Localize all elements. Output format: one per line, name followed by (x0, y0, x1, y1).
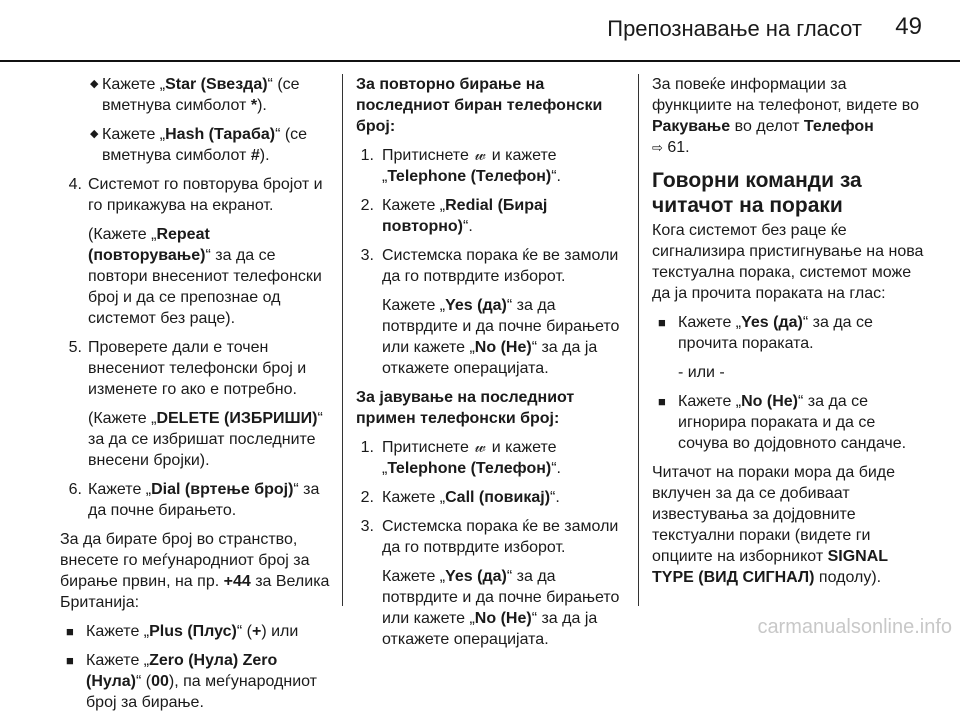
reference-label: Телефон (803, 118, 874, 135)
step-number: 3. (360, 247, 374, 264)
step-number: 2. (360, 489, 374, 506)
text: За повеќе информации за функциите на телефонот, видете во (652, 76, 920, 114)
step-item (356, 437, 628, 479)
phone-voice-icon: 𝓌 (474, 439, 486, 456)
command-label: Zero (Нула) Zero (Нула) (86, 652, 278, 690)
phone-voice-icon: 𝓌 (474, 147, 486, 164)
step-item (356, 487, 628, 508)
command-label: Hash (Тараба) (165, 126, 276, 143)
section-heading: За јавување на последниот примен телефонски број: (356, 389, 575, 427)
list-item (60, 650, 332, 713)
command-label: Dial (вртење број) (151, 481, 294, 498)
square-bullet-icon: ■ (66, 653, 74, 668)
text: Кажете „ (678, 314, 742, 331)
page-header (0, 0, 960, 60)
step-number: 3. (360, 518, 374, 535)
text: “. (551, 168, 561, 185)
text: за Велика Британија: (60, 573, 330, 611)
diamond-bullet-icon: ◆ (90, 128, 99, 140)
square-bullet-icon: ■ (66, 624, 74, 639)
step-item (60, 479, 332, 521)
command-label: Telephone (Телефон) (387, 168, 552, 185)
command-label: No (Не) (474, 610, 532, 627)
column-divider (638, 74, 639, 606)
column-1 (60, 74, 332, 721)
column-2 (356, 74, 628, 658)
paragraph: Кога системот без раце ќе сигнализира пристигнување на нова текстуална порака, системот може да ја прочита пораката на глас: (652, 222, 924, 302)
text: “. (551, 460, 561, 477)
text: ). (259, 147, 270, 164)
text: Кажете „ (88, 481, 152, 498)
text: “ за да ја откажете операцијата. (382, 339, 598, 377)
step-item (356, 195, 628, 237)
command-label: Call (повикај) (445, 489, 551, 506)
text: “ за да почне бирањето. (88, 481, 320, 519)
step-item (60, 174, 332, 329)
command-label: DELETE (ИЗБРИШИ) (156, 410, 318, 427)
text: Кажете „ (86, 623, 150, 640)
text: “ за да се избришат последните внесени бројки). (88, 410, 323, 469)
prefix-value: +44 (223, 573, 251, 590)
text: Кажете „ (102, 76, 166, 93)
text: “ за да ја откажете операцијата. (382, 610, 598, 648)
command-label: Yes (да) (445, 297, 507, 314)
symbol: * (250, 97, 258, 114)
text: ), па меѓународниот број за бирање. (86, 673, 317, 711)
reference-label: Ракување (652, 118, 731, 135)
page-number: 49 (895, 13, 922, 40)
text: “ за да се игнорира пораката и да се сочува во дојдовното сандаче. (678, 393, 907, 452)
step-text: Системска порака ќе ве замоли да го потврдите изборот. (382, 247, 619, 285)
text: Кажете „ (382, 197, 446, 214)
step-number: 2. (360, 197, 374, 214)
command-label: Yes (да) (741, 314, 803, 331)
text: Кажете „ (678, 393, 742, 410)
section-title: Говорни команди за читачот на пораки (652, 169, 862, 217)
menu-option-label: SIGNAL TYPE (ВИД СИГНАЛ) (652, 548, 888, 586)
watermark: carmanualsonline.info (757, 616, 952, 638)
step-number: 5. (68, 339, 82, 356)
list-item (652, 312, 926, 354)
step-number: 1. (360, 147, 374, 164)
or-separator: - или - (678, 364, 725, 381)
column-divider (342, 74, 343, 606)
page-reference[interactable]: 61. (667, 139, 690, 156)
text: “ ( (236, 623, 252, 640)
paragraph (60, 529, 332, 613)
symbol: 00 (151, 673, 169, 690)
page-title: Препознавање на гласот (607, 16, 862, 41)
text: “ за да потврдите и да почне бирањето или кажете „ (382, 568, 620, 627)
step-number: 4. (68, 176, 82, 193)
command-label: Plus (Плус) (149, 623, 237, 640)
list-item (652, 391, 926, 454)
text: За да бирате број во странство, внесете го меѓународниот број за бирање првин, на пр. (60, 531, 310, 590)
diamond-bullet-icon: ◆ (90, 78, 99, 90)
symbol: + (251, 623, 262, 640)
text: “ за да се прочита пораката. (678, 314, 873, 352)
list-item (60, 124, 332, 166)
text: Кажете „ (102, 126, 166, 143)
list-item (60, 621, 332, 642)
text: и кажете „ (382, 439, 557, 477)
square-bullet-icon: ■ (658, 394, 666, 409)
paragraph (652, 462, 926, 588)
text: (Кажете „ (88, 410, 157, 427)
step-item (356, 145, 628, 187)
symbol: # (250, 147, 260, 164)
text: (Кажете „ (88, 226, 157, 243)
text: “ (се вметнува симболот (102, 76, 300, 114)
text: “ ( (135, 673, 152, 690)
step-number: 6. (68, 481, 82, 498)
square-bullet-icon: ■ (658, 315, 666, 330)
text: “ (се вметнува симболот (102, 126, 308, 164)
text: Читачот на пораки мора да биде вклучен за да се добиваат известувања за дојдовните текстуални пораки (видете ги опциите на изборникот (652, 464, 896, 565)
command-label: Repeat (повторување) (88, 226, 210, 264)
text: Кажете „ (86, 652, 150, 669)
text: “. (550, 489, 560, 506)
text: “ за да потврдите и да почне бирањето или кажете „ (382, 297, 620, 356)
command-label: Star (Ѕвезда) (165, 76, 268, 93)
text: “. (463, 218, 473, 235)
text: Кажете „ (382, 568, 446, 585)
text: Кажете „ (382, 297, 446, 314)
text: ) или (261, 623, 299, 640)
step-item (356, 245, 628, 379)
command-label: No (Не) (474, 339, 532, 356)
step-text: Проверете дали е точен внесениот телефонски број и изменете го ако е потребно. (88, 339, 307, 398)
column-3 (652, 74, 926, 596)
text: и кажете „ (382, 147, 557, 185)
list-item (60, 74, 332, 116)
text: Кажете „ (382, 489, 446, 506)
step-number: 1. (360, 439, 374, 456)
text: ). (257, 97, 267, 114)
section-heading: За повторно бирање на последниот биран телефонски број: (356, 76, 603, 135)
command-label: Redial (Бирај повторно) (382, 197, 548, 235)
command-label: No (Не) (741, 393, 798, 410)
page-ref-arrow-icon: ⇨ (652, 140, 663, 155)
text: “ за да се повтори внесениот телефонски број и да се препознае од системот без раце). (88, 247, 322, 327)
step-item (356, 516, 628, 650)
step-item (60, 337, 332, 471)
text: Притиснете (382, 147, 474, 164)
paragraph (652, 74, 926, 158)
text: Притиснете (382, 439, 474, 456)
header-rule (0, 60, 960, 62)
text: подолу). (814, 569, 882, 586)
command-label: Telephone (Телефон) (387, 460, 552, 477)
command-label: Yes (да) (445, 568, 507, 585)
text: во делот (730, 118, 804, 135)
step-text: Системска порака ќе ве замоли да го потврдите изборот. (382, 518, 619, 556)
step-text: Системот го повторува бројот и го прикажува на екранот. (88, 176, 323, 214)
